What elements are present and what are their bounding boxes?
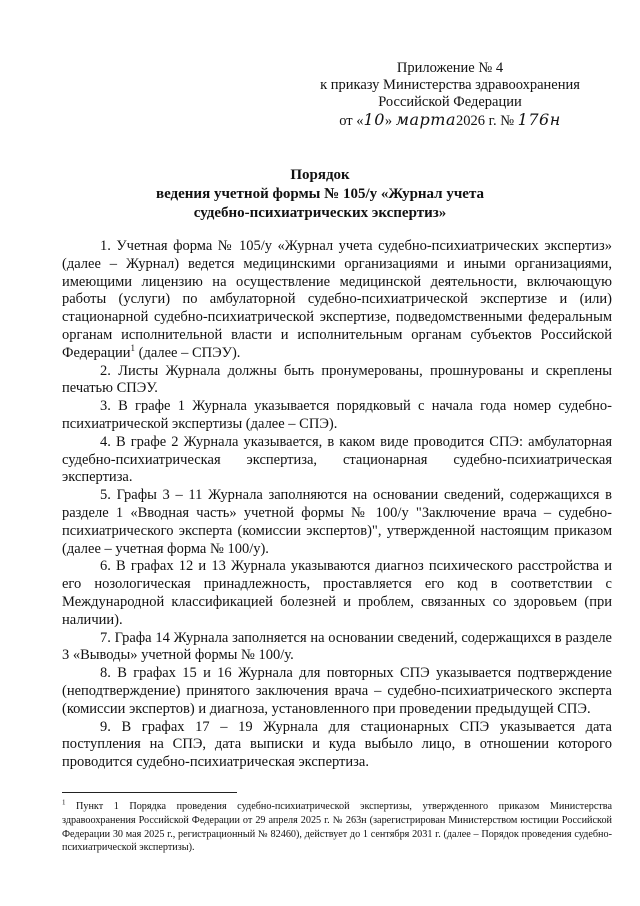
title-line-3: судебно-психиатрических экспертиз» — [193, 205, 447, 221]
paragraph-6: 6. В графах 12 и 13 Журнала указываются диагноз психического расстройства и его нозологическая принадлежность, проставляется его код в соответствии с Международной классификацией болезней и проблем, связанных со здоровьем (при наличии). — [62, 558, 612, 628]
footnote-text: Пункт 1 Порядка проведения судебно-психиатрической экспертизы, утвержденного приказом Министерства здравоохранения Российской Федерации от 29 апреля 2025 г. № 263н (зарегистрирован Министерством юстиции Российской Федерации 30 мая 2025 г., регистрационный № 82460), действует до 1 сентября 2031 г. (далее – Порядок проведения судебно-психиатрической экспертизы). — [62, 801, 612, 854]
paragraph-3: 3. В графе 1 Журнала указывается порядковый с начала года номер судебно-психиатрической экспертизы (далее – СПЭ). — [62, 398, 612, 432]
appendix-date-line: от «10» марта2026 г. № 176н — [339, 110, 561, 129]
footnote — [62, 800, 612, 855]
footnote-marker: 1 — [62, 798, 66, 807]
appendix-header — [300, 60, 600, 130]
handwritten-number: 176н — [517, 110, 561, 129]
paragraph-4: 4. В графе 2 Журнала указывается, в каком виде проводится СПЭ: амбулаторная судебно-психиатрическая экспертиза, стационарная судебно-психиатрическая экспертиза. — [62, 433, 612, 486]
paragraph-1: 1. Учетная форма № 105/у «Журнал учета судебно-психиатрических экспертиз» (далее – Журнал) ведется медицинскими организациями и иными организациями, имеющими лицензию на осуществление медицинской деятельности, включающую работы (услуги) по амбулаторной судебно-психиатрической экспертизе и (или) стационарной судебно-психиатрической экспертизе, подведомственными федеральным органам исполнительной власти и исполнительным органам субъектов Российской Федерации$^1$ (далее – СПЭУ). — [62, 238, 612, 361]
appendix-order-ref: к приказу Министерства здравоохранения — [320, 77, 580, 93]
title-line-2: ведения учетной формы № 105/у «Журнал учета — [155, 186, 485, 202]
paragraph-8: 8. В графах 15 и 16 Журнала для повторных СПЭ указывается подтверждение (неподтверждение) принятого заключения врача – судебно-психиатрического эксперта (комиссии экспертов) и диагноза, установленного при проведении предыдущей СПЭ. — [62, 665, 612, 717]
paragraph-7: 7. Графа 14 Журнала заполняется на основании сведений, содержащихся в разделе 3 «Выводы» учетной формы № 100/у. — [62, 629, 612, 664]
paragraph-2: 2. Листы Журнала должны быть пронумерованы, прошнурованы и скреплены печатью СПЭУ. — [62, 362, 612, 397]
document-body — [62, 238, 612, 772]
paragraph-9: 9. В графах 17 – 19 Журнала для стационарных СПЭ указывается дата поступления на СПЭ, дата выписки и куда выбыло лицо, в отношении которого проводится судебно-психиатрическая экспертиза. — [62, 718, 612, 771]
handwritten-month: марта — [395, 110, 457, 129]
handwritten-day: 10 — [363, 110, 385, 129]
footnote-divider — [62, 792, 237, 793]
appendix-country: Российской Федерации — [378, 94, 522, 110]
footnote-ref: 1 — [130, 342, 135, 353]
title-line-1: Порядок — [290, 167, 350, 183]
appendix-number: Приложение № 4 — [396, 60, 504, 76]
document-title — [60, 166, 580, 223]
paragraph-5: 5. Графы 3 – 11 Журнала заполняются на основании сведений, содержащихся в разделе 1 «Вводная часть» учетной формы № 100/у "Заключение врача – судебно-психиатрического эксперта (комиссии экспертов)", утвержденной настоящим приказом (далее – учетная форма № 100/у). — [62, 487, 612, 557]
